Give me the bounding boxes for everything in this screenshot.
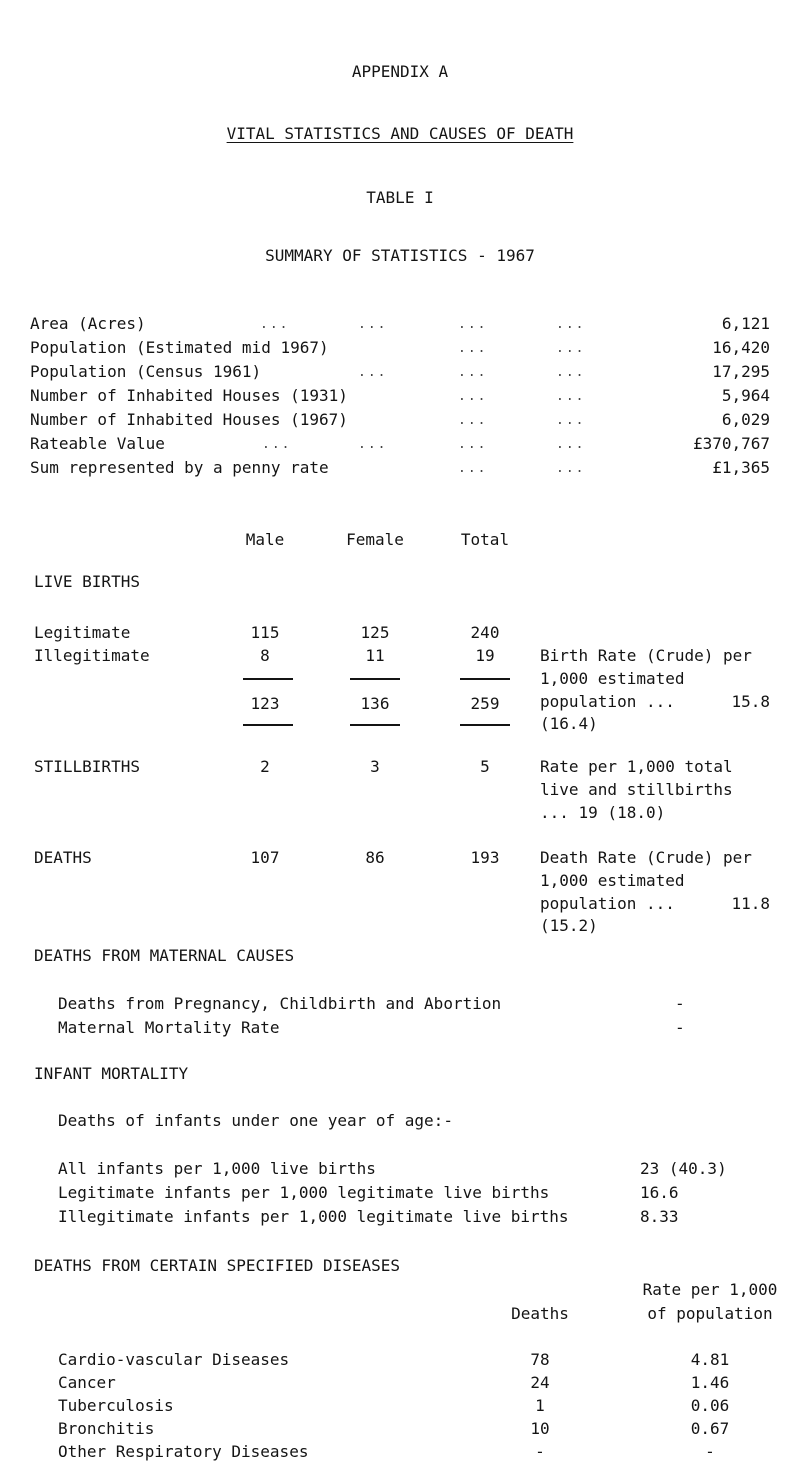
- summary-value: 16,420: [712, 338, 770, 357]
- table-label: TABLE I: [366, 188, 434, 207]
- stillbirth-rate-line: live and stillbirths: [540, 780, 733, 799]
- disease-deaths: 1: [535, 1396, 545, 1415]
- document-title-text: VITAL STATISTICS AND CAUSES OF DEATH: [226, 124, 574, 143]
- summary-value: 5,964: [721, 386, 770, 405]
- col-header-rate-sub: of population: [647, 1304, 773, 1323]
- deaths-heading: DEATHS: [34, 848, 92, 867]
- stillbirths-male: 2: [260, 757, 270, 776]
- col-header-total: Total: [460, 530, 510, 549]
- deaths-total: 193: [470, 848, 500, 867]
- col-header-deaths: Deaths: [511, 1304, 569, 1323]
- summary-label: Number of Inhabited Houses (1967): [30, 410, 348, 429]
- disease-rate: 0.67: [690, 1419, 730, 1438]
- maternal-row-value: -: [675, 1018, 685, 1037]
- stillbirths-heading: STILLBIRTHS: [34, 757, 140, 776]
- dot-leader: ...: [556, 389, 586, 404]
- dot-leader: ...: [358, 365, 388, 380]
- disease-label: Cancer: [58, 1373, 116, 1392]
- dot-leader: ...: [458, 413, 488, 428]
- live-births-heading: LIVE BIRTHS: [34, 572, 140, 591]
- infant-row-value: 16.6: [640, 1183, 679, 1202]
- illegitimate-female: 11: [365, 646, 385, 665]
- stillbirths-total: 5: [480, 757, 490, 776]
- dot-leader: ...: [458, 365, 488, 380]
- stillbirth-rate-line: Rate per 1,000 total: [540, 757, 733, 776]
- illegitimate-total: 19: [475, 646, 495, 665]
- death-rate-value: 11.8: [731, 894, 770, 913]
- dot-leader: ...: [556, 365, 586, 380]
- summary-subtitle: SUMMARY OF STATISTICS - 1967: [265, 246, 535, 265]
- dot-leader: ...: [358, 317, 388, 332]
- summary-value: 17,295: [712, 362, 770, 381]
- legitimate-label: Legitimate: [34, 623, 131, 642]
- dot-leader: ...: [358, 437, 388, 452]
- disease-deaths: 78: [530, 1350, 550, 1369]
- disease-rate: -: [705, 1442, 715, 1461]
- births-total-male: 123: [250, 694, 280, 713]
- col-header-female: Female: [346, 530, 404, 549]
- deaths-male: 107: [250, 848, 280, 867]
- dot-leader: ...: [458, 461, 488, 476]
- summary-value: 6,121: [721, 314, 770, 333]
- birth-rate-line: population ...: [540, 692, 675, 711]
- sum-rule: [460, 678, 510, 680]
- col-header-male: Male: [245, 530, 285, 549]
- dot-leader: ...: [458, 389, 488, 404]
- disease-label: Bronchitis: [58, 1419, 155, 1438]
- maternal-heading: DEATHS FROM MATERNAL CAUSES: [34, 946, 295, 965]
- dot-leader: ...: [458, 437, 488, 452]
- sum-rule: [243, 678, 293, 680]
- total-rule: [460, 724, 510, 726]
- birth-rate-line: Birth Rate (Crude) per: [540, 646, 752, 665]
- disease-label: Cardio-vascular Diseases: [58, 1350, 290, 1369]
- births-total-total: 259: [470, 694, 500, 713]
- appendix-label: APPENDIX A: [351, 62, 449, 81]
- disease-deaths: 10: [530, 1419, 550, 1438]
- infant-intro: Deaths of infants under one year of age:-: [58, 1111, 453, 1130]
- births-total-female: 136: [360, 694, 390, 713]
- maternal-row-label: Deaths from Pregnancy, Childbirth and Abortion: [58, 994, 502, 1013]
- summary-label: Population (Estimated mid 1967): [30, 338, 329, 357]
- death-rate-line: population ...: [540, 894, 675, 913]
- summary-label: Rateable Value: [30, 434, 165, 453]
- document-title: [0, 126, 800, 142]
- infant-row-label: All infants per 1,000 live births: [58, 1159, 376, 1178]
- disease-label: Other Respiratory Diseases: [58, 1442, 309, 1461]
- infant-row-value: 23 (40.3): [640, 1159, 727, 1178]
- death-rate-previous: (15.2): [540, 916, 598, 935]
- diseases-heading: DEATHS FROM CERTAIN SPECIFIED DISEASES: [34, 1256, 401, 1275]
- infant-mortality-heading: INFANT MORTALITY: [34, 1064, 189, 1083]
- stillbirth-rate-line: ... 19 (18.0): [540, 803, 666, 822]
- disease-label: Tuberculosis: [58, 1396, 174, 1415]
- birth-rate-line: 1,000 estimated: [540, 669, 685, 688]
- birth-rate-value: 15.8: [731, 692, 770, 711]
- summary-value: 6,029: [721, 410, 770, 429]
- maternal-row-label: Maternal Mortality Rate: [58, 1018, 280, 1037]
- birth-rate-previous: (16.4): [540, 714, 598, 733]
- disease-deaths: 24: [530, 1373, 550, 1392]
- col-header-rate: Rate per 1,000: [642, 1280, 778, 1299]
- sum-rule: [350, 678, 400, 680]
- summary-value: £370,767: [692, 434, 770, 453]
- total-rule: [350, 724, 400, 726]
- summary-label: Sum represented by a penny rate: [30, 458, 329, 477]
- dot-leader: ...: [260, 317, 290, 332]
- disease-rate: 4.81: [690, 1350, 730, 1369]
- illegitimate-label: Illegitimate: [34, 646, 150, 665]
- disease-rate: 0.06: [690, 1396, 730, 1415]
- stillbirths-female: 3: [370, 757, 380, 776]
- summary-label: Area (Acres): [30, 314, 146, 333]
- infant-row-label: Illegitimate infants per 1,000 legitimate live births: [58, 1207, 569, 1226]
- deaths-female: 86: [365, 848, 385, 867]
- dot-leader: ...: [556, 341, 586, 356]
- dot-leader: ...: [556, 437, 586, 452]
- summary-value: £1,365: [712, 458, 770, 477]
- dot-leader: ...: [458, 317, 488, 332]
- disease-rate: 1.46: [690, 1373, 730, 1392]
- dot-leader: ...: [556, 317, 586, 332]
- dot-leader: ...: [262, 437, 292, 452]
- infant-row-value: 8.33: [640, 1207, 679, 1226]
- death-rate-line: 1,000 estimated: [540, 871, 685, 890]
- infant-row-label: Legitimate infants per 1,000 legitimate live births: [58, 1183, 550, 1202]
- legitimate-male: 115: [250, 623, 280, 642]
- legitimate-female: 125: [360, 623, 390, 642]
- dot-leader: ...: [556, 413, 586, 428]
- summary-label: Number of Inhabited Houses (1931): [30, 386, 348, 405]
- death-rate-line: Death Rate (Crude) per: [540, 848, 752, 867]
- disease-deaths: -: [535, 1442, 545, 1461]
- dot-leader: ...: [556, 461, 586, 476]
- illegitimate-male: 8: [260, 646, 270, 665]
- legitimate-total: 240: [470, 623, 500, 642]
- dot-leader: ...: [458, 341, 488, 356]
- summary-label: Population (Census 1961): [30, 362, 262, 381]
- total-rule: [243, 724, 293, 726]
- maternal-row-value: -: [675, 994, 685, 1013]
